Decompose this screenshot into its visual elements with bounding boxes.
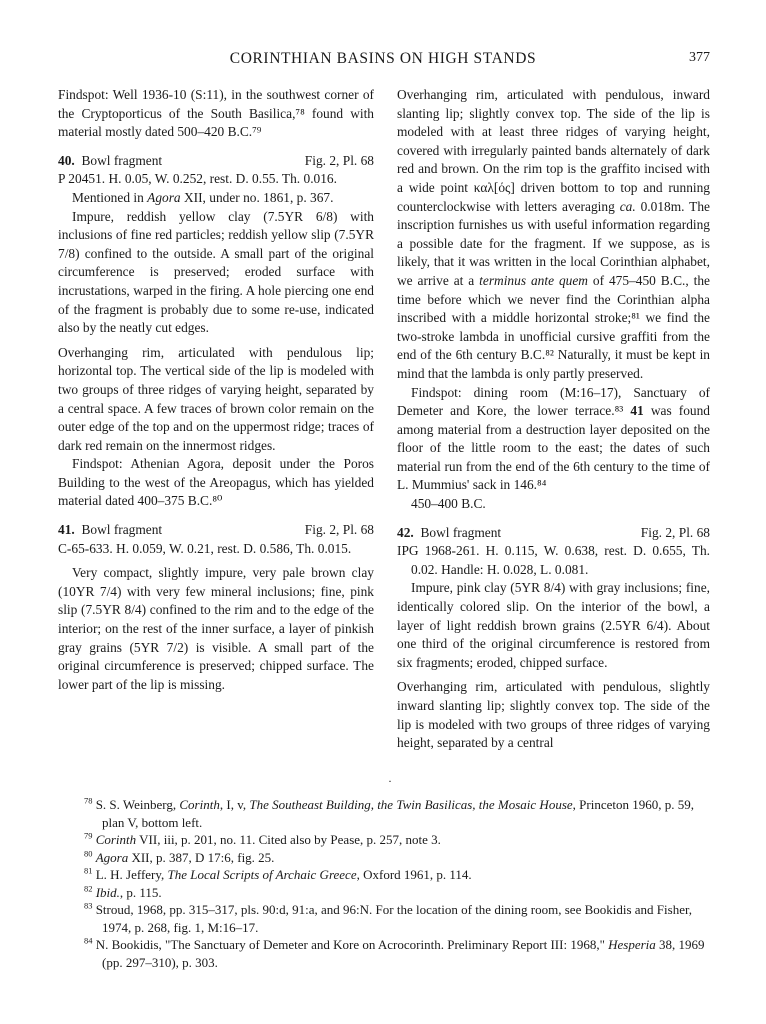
catalogue-entry-41-heading (58, 521, 374, 540)
footnote-81: $^{81}$ L. H. Jeffery, The Local Scripts of Archaic Greece, Oxford 1961, p. 114. (84, 865, 472, 882)
entry-42-clay: Impure, pink clay (5YR 8/4) with gray inclusions; fine, identically colored slip. On the interior of the bowl, a layer of light reddish brown grains (2.5YR 6/4). About one third of the original circumference is restored from six fragments; eroded, chipped surface. (397, 580, 710, 670)
footnote-82: $^{82}$ Ibid., p. 115. (84, 883, 162, 900)
page-header (56, 50, 710, 72)
entry-41-description: Overhanging rim, articulated with pendulous, inward slanting lip; slightly convex top. The side of the lip is modeled with at least three ridges of varying height, covered with irregularly painted bands alternately of dark red and brown. On the rim top is the graffito incised with a wide point καλ[ός] driven bottom to top and running counterclockwise with letters averaging ca. 0.018m. The inscription furnishes us with useful information regarding a possible date for the fragment. If we suppose, as is likely, that it was written in the local Corinthian alphabet, we arrive at a terminus ante quem of 475–450 B.C., the time before which we never find the Corinthian alpha inscribed with a middle horizontal stroke;⁸¹ we find the two-stroke lambda in unofficial cursive graffiti from the end of the 6th century B.C.⁸² Naturally, it must be kept in mind that the lambda is only partly preserved. (397, 87, 710, 381)
entry-41-findspot: Findspot: dining room (M:16–17), Sanctuary of Demeter and Kore, the lower terrace.⁸³ 41 was found among material from a destruction layer deposited on the floor of the little room to the east; the dates of such material run from the end of the 6th century to the time of L. Mummius' sack in 146.⁸⁴ (397, 384, 710, 493)
greek-graffito: καλ[ός] (473, 179, 515, 195)
entry-41-clay: Very compact, slightly impure, very pale brown clay (10YR 7/4) with very few mineral inclusions; fine, pink slip (7.5YR 8/4) confined to the rim and to the edge of the interior; on the rest of the inner surface, a layer of pinkish gray grains (5YR 7/2) is visible. A small part of the original circumference is preserved; chipped surface. The lower part of the lip is missing. (58, 565, 374, 692)
entry-40-mention: Mentioned in Agora XII, under no. 1861, p. 367. (72, 189, 334, 205)
figure-reference: Fig. 2, Pl. 68 (304, 522, 374, 538)
entry-41-dimensions: C-65-633. H. 0.059, W. 0.21, rest. D. 0.586, Th. 0.015. (58, 540, 352, 556)
catalogue-entry-40-heading (58, 152, 374, 171)
printer-mark: · (388, 774, 392, 788)
entry-title: Bowl fragment (420, 524, 502, 540)
entry-number: 40. (58, 152, 75, 168)
running-title: CORINTHIAN BASINS ON HIGH STANDS (229, 50, 537, 67)
entry-41-date: 450–400 B.C. (411, 496, 486, 512)
footnotes (84, 796, 710, 971)
figure-reference: Fig. 2, Pl. 68 (304, 152, 374, 168)
entry-42-description: Overhanging rim, articulated with pendulous, slightly inward slanting lip; slightly convex top. The side of the lip is modeled with two groups of three ridges of varying height, separated by a central (397, 679, 710, 751)
figure-reference: Fig. 2, Pl. 68 (640, 524, 710, 540)
findspot-39-paragraph: Findspot: Well 1936-10 (S:11), in the southwest corner of the Cryptoporticus of the South Basilica,⁷⁸ found with material mostly dated 500–420 B.C.⁷⁹ (58, 87, 374, 140)
entry-42-dimensions: IPG 1968-261. H. 0.115, W. 0.638, rest. D. 0.655, Th. 0.02. Handle: H. 0.028, L. 0.081. (397, 543, 710, 577)
footnote-84: $^{84}$ N. Bookidis, "The Sanctuary of Demeter and Kore on Acrocorinth. Preliminary Report III: 1968," Hesperia 38, 1969 (pp. 297–310), p. 303. (84, 935, 705, 970)
right-column (397, 86, 710, 753)
page-number: 377 (689, 50, 710, 65)
left-column (58, 86, 374, 694)
entry-40-description: Overhanging rim, articulated with pendulous lip; horizontal top. The vertical side of the lip is modeled with two groups of three ridges of varying height, separated by a central space. A few traces of brown color remain on the outer edge of the top and on the uppermost ridge; traces of dark red remain on the innermost ridges. (58, 344, 374, 453)
footnote-78: $^{78}$ S. S. Weinberg, Corinth, I, v, The Southeast Building, the Twin Basilicas, the Mosaic House, Princeton 1960, p. 59, plan V, bottom left. (84, 795, 694, 830)
entry-40-clay: Impure, reddish yellow clay (7.5YR 6/8) with inclusions of fine red particles; reddish yellow slip (7.5YR 7/8) confined to the outside. A small part of the original circumference is preserved; eroded surface with incrustations, warped in the firing. A hole piercing one end of the fragment is probably due to some re-use, indicated also by the neatly cut edges. (58, 208, 374, 336)
footnote-79: $^{79}$ Corinth VII, iii, p. 201, no. 11. Cited also by Pease, p. 257, note 3. (84, 830, 441, 847)
entry-title: Bowl fragment (81, 522, 163, 538)
footnote-80: $^{80}$ Agora XII, p. 387, D 17:6, fig. 25. (84, 848, 275, 865)
entry-number: 41. (58, 522, 75, 538)
entry-40-findspot: Findspot: Athenian Agora, deposit under the Poros Building to the west of the Areopagus, which has yielded material dated 400–375 B.C.⁸⁰ (58, 456, 374, 509)
footnote-83: $^{83}$ Stroud, 1968, pp. 315–317, pls. 90:d, 91:a, and 96:N. For the location of the dining room, see Bookidis and Fisher, 1974, p. 268, fig. 1, M:16–17. (84, 900, 693, 935)
entry-40-dimensions: P 20451. H. 0.05, W. 0.252, rest. D. 0.55. Th. 0.016. (58, 171, 337, 187)
catalogue-entry-42-heading (397, 524, 710, 543)
entry-number: 42. (397, 524, 414, 540)
entry-title: Bowl fragment (81, 152, 163, 168)
